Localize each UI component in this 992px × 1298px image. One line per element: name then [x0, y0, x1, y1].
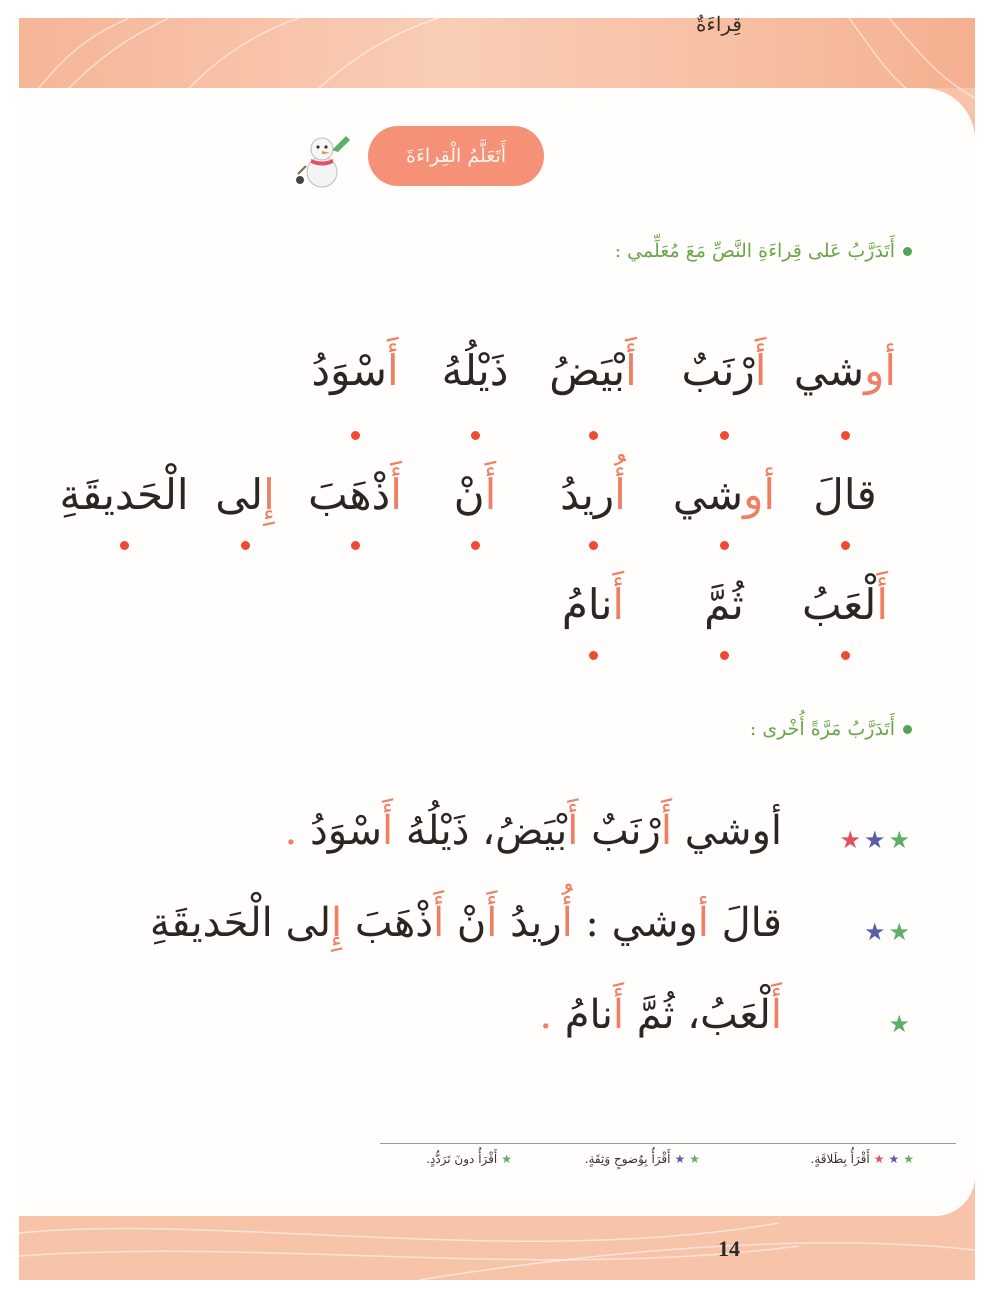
- reading-word: [454, 470, 497, 519]
- word-rest: لى: [215, 470, 264, 519]
- sentence-text: لى الْحَديقَةِ: [149, 900, 332, 946]
- bullet-dot: [903, 247, 912, 256]
- word-rest: ذْهَبَ: [308, 470, 391, 519]
- word-marker-dot: [589, 431, 598, 440]
- word-marker-dot: [589, 651, 598, 660]
- reading-word: [682, 346, 767, 395]
- bullet-dot: [903, 725, 912, 734]
- star-icon: ★: [873, 1152, 885, 1166]
- star-icon: ★: [888, 1010, 910, 1038]
- practice-sentence: [539, 992, 782, 1038]
- legend-item: [585, 1152, 700, 1166]
- legend-item: [811, 1152, 914, 1166]
- legend-item: [426, 1152, 512, 1166]
- highlighted-letter: أَ: [770, 992, 782, 1038]
- reading-word: [794, 346, 896, 395]
- reading-word: [802, 580, 888, 629]
- highlighted-letter: .: [284, 808, 298, 854]
- sentence-text: وشي :: [572, 900, 698, 946]
- snowman-mascot-icon: [294, 128, 358, 192]
- star-icon: ★: [888, 826, 910, 854]
- practice-sentence: [150, 900, 782, 946]
- highlighted-letter: أَ: [612, 580, 625, 629]
- word-marker-dot: [351, 431, 360, 440]
- highlighted-letter: أَ: [660, 808, 672, 854]
- highlighted-letter: أَ: [876, 580, 888, 629]
- sentence-text: لْعَبُ، ثُمَّ: [624, 992, 771, 1038]
- instruction-read-with-teacher: [615, 240, 912, 262]
- word-marker-dot: [841, 431, 850, 440]
- reading-word: [59, 470, 188, 519]
- word-rest: ثُمَّ: [704, 580, 744, 629]
- word-rest: ذَيْلُهُ: [441, 346, 509, 395]
- highlighted-letter: أ: [697, 900, 709, 946]
- star-icon: ★: [863, 918, 886, 946]
- rating-stars: [888, 1012, 910, 1036]
- word-marker-dot: [841, 651, 850, 660]
- word-marker-dot: [471, 431, 480, 440]
- highlighted-letter: أو: [743, 470, 776, 519]
- highlighted-letter: .: [539, 992, 553, 1038]
- reading-word: [560, 470, 626, 519]
- practice-sentence: [285, 808, 782, 854]
- sentence-text: ذْهَبَ: [342, 900, 434, 946]
- rating-stars: [839, 828, 910, 852]
- reading-word: [308, 470, 402, 519]
- highlighted-letter: أَ: [390, 470, 402, 519]
- word-marker-dot: [720, 651, 729, 660]
- reading-word: [704, 580, 744, 629]
- sentence-text: نْ: [444, 900, 487, 946]
- header-title: قِراءَةٌ: [695, 12, 742, 36]
- reading-word: [549, 346, 637, 395]
- star-icon: ★: [863, 826, 886, 854]
- reading-word: [813, 470, 876, 519]
- word-marker-dot: [720, 541, 729, 550]
- highlighted-letter: أَ: [625, 346, 637, 395]
- legend-label: أَقْرَأُ دونَ تَرَدُّدٍ.: [426, 1152, 498, 1166]
- word-rest: قالَ: [813, 470, 877, 519]
- highlighted-letter: أُ: [614, 470, 626, 519]
- highlighted-letter: أَ: [484, 470, 497, 519]
- legend-label: أَقْرَأُ بِطَلاقَةٍ.: [810, 1152, 870, 1166]
- instruction-text: أَتَدَرَّبُ عَلى قِراءَةِ النَّصِّ مَعَ مُعَلِّمي :: [614, 240, 895, 262]
- star-icon: ★: [674, 1152, 686, 1166]
- word-rest: رْنَبٌ: [681, 346, 755, 395]
- highlighted-letter: أُ: [561, 900, 573, 946]
- reading-word: [562, 580, 624, 629]
- word-rest: الْحَديقَةِ: [59, 470, 189, 519]
- star-icon: ★: [903, 1152, 914, 1166]
- word-rest: سْوَدُ: [311, 346, 387, 395]
- highlighted-letter: أَ: [386, 346, 399, 395]
- sentence-text: سْوَدُ: [297, 808, 382, 854]
- reading-word: [673, 470, 775, 519]
- word-rest: ريدُ: [560, 470, 615, 519]
- word-rest: لْعَبُ: [802, 580, 877, 629]
- reading-word: [442, 346, 509, 395]
- word-marker-dot: [471, 541, 480, 550]
- word-marker-dot: [589, 541, 598, 550]
- star-icon: ★: [839, 826, 861, 854]
- word-marker-dot: [720, 431, 729, 440]
- word-rest: نامُ: [561, 580, 613, 629]
- instruction-practice-again: [750, 718, 912, 740]
- star-icon: ★: [888, 1152, 900, 1166]
- star-icon: ★: [689, 1152, 700, 1166]
- highlighted-letter: أَ: [486, 900, 498, 946]
- word-marker-dot: [120, 541, 129, 550]
- sentence-text: بْيَضُ، ذَيْلُهُ: [393, 808, 568, 854]
- word-marker-dot: [241, 541, 250, 550]
- word-marker-dot: [841, 541, 850, 550]
- instruction-text: أَتَدَرَّبُ مَرَّةً أُخْرى :: [749, 718, 895, 740]
- page-number: 14: [718, 1236, 740, 1261]
- sentence-text: نامُ: [552, 992, 613, 1038]
- highlighted-letter: أَ: [381, 808, 394, 854]
- section-title-pill: أَتَعَلَّمُ الْقِراءَةَ: [368, 126, 544, 186]
- highlighted-letter: أَ: [433, 900, 445, 946]
- rating-stars: [864, 920, 910, 944]
- word-rest: شي: [672, 470, 744, 519]
- word-rest: بْيَضُ: [549, 346, 626, 395]
- highlighted-letter: أَ: [754, 346, 767, 395]
- reading-word: [311, 346, 398, 395]
- star-icon: ★: [501, 1152, 512, 1166]
- star-icon: ★: [888, 918, 910, 946]
- page-background: [19, 18, 975, 1280]
- sentence-text: ريدُ: [497, 900, 562, 946]
- legend-divider: [380, 1143, 956, 1144]
- sentence-text: قالَ: [708, 900, 782, 946]
- highlighted-letter: أو: [864, 346, 897, 395]
- highlighted-letter: أَ: [612, 992, 625, 1038]
- word-rest: شي: [793, 346, 865, 395]
- sentence-text: أوشي: [672, 808, 782, 854]
- reading-word: [215, 470, 274, 519]
- sentence-text: رْنَبٌ: [578, 808, 661, 854]
- highlighted-letter: إِ: [331, 900, 343, 946]
- word-rest: نْ: [453, 470, 485, 519]
- highlighted-letter: إِ: [263, 470, 275, 519]
- word-marker-dot: [351, 541, 360, 550]
- highlighted-letter: أَ: [567, 808, 579, 854]
- legend-label: أَقْرَأُ بِوُضوحٍ وَثِقَةٍ.: [584, 1152, 671, 1166]
